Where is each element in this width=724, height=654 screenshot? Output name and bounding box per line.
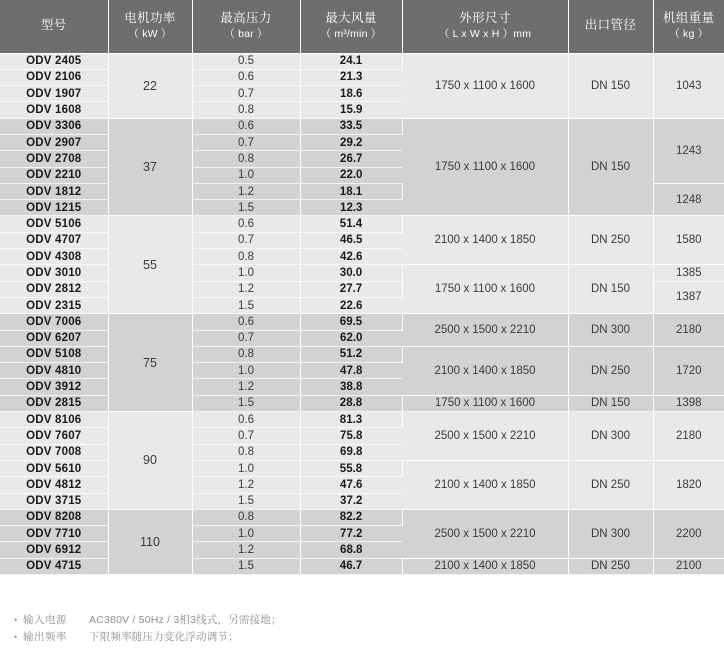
cell-outlet-pipe: DN 150 [568, 118, 653, 216]
cell-unit-weight: 2100 [653, 558, 724, 574]
cell-max-airflow: 47.8 [300, 363, 402, 379]
cell-outlet-pipe: DN 300 [568, 412, 653, 461]
cell-model: ODV 1215 [0, 200, 108, 216]
cell-max-airflow: 75.8 [300, 428, 402, 444]
cell-max-airflow: 38.8 [300, 379, 402, 395]
cell-max-pressure: 0.8 [192, 444, 300, 460]
cell-unit-weight: 2180 [653, 314, 724, 347]
note-value: AC380V / 50Hz / 3相3线式，另需接地； [89, 614, 282, 626]
column-header-title: 出口管径 [584, 18, 637, 33]
column-header-unit: （ kW ） [128, 28, 172, 40]
cell-dimensions: 2500 x 1500 x 2210 [402, 314, 568, 347]
cell-model: ODV 3010 [0, 265, 108, 281]
cell-outlet-pipe: DN 250 [568, 558, 653, 574]
cell-model: ODV 1812 [0, 183, 108, 199]
note-label: 输出频率 [23, 631, 67, 643]
cell-motor-power: 37 [108, 118, 192, 216]
cell-model: ODV 2315 [0, 297, 108, 313]
column-header-flow [300, 0, 402, 53]
cell-model: ODV 2812 [0, 281, 108, 297]
cell-max-airflow: 37.2 [300, 493, 402, 509]
cell-dimensions: 2500 x 1500 x 2210 [402, 509, 568, 558]
cell-unit-weight: 1720 [653, 346, 724, 395]
column-header-press [192, 0, 300, 53]
cell-max-pressure: 1.5 [192, 395, 300, 411]
cell-max-airflow: 29.2 [300, 134, 402, 150]
cell-unit-weight: 1248 [653, 183, 724, 216]
cell-max-airflow: 55.8 [300, 460, 402, 476]
cell-max-pressure: 0.7 [192, 232, 300, 248]
cell-motor-power: 22 [108, 53, 192, 118]
cell-model: ODV 3715 [0, 493, 108, 509]
table-row [0, 118, 724, 134]
cell-max-pressure: 0.7 [192, 330, 300, 346]
column-header-unit: （ bar ） [224, 28, 268, 40]
cell-model: ODV 8106 [0, 412, 108, 428]
cell-model: ODV 4812 [0, 477, 108, 493]
cell-model: ODV 7008 [0, 444, 108, 460]
cell-model: ODV 3912 [0, 379, 108, 395]
cell-max-airflow: 47.6 [300, 477, 402, 493]
cell-motor-power: 75 [108, 314, 192, 412]
cell-model: ODV 5106 [0, 216, 108, 232]
cell-max-airflow: 21.3 [300, 69, 402, 85]
cell-max-pressure: 0.6 [192, 314, 300, 330]
column-header-title: 机组重量 [662, 11, 715, 26]
header-row [0, 0, 724, 53]
column-header-weight [653, 0, 724, 53]
column-header-title: 型号 [40, 18, 67, 33]
cell-max-airflow: 69.5 [300, 314, 402, 330]
cell-dimensions: 2100 x 1400 x 1850 [402, 460, 568, 509]
cell-model: ODV 4707 [0, 232, 108, 248]
cell-max-airflow: 26.7 [300, 151, 402, 167]
cell-max-airflow: 69.8 [300, 444, 402, 460]
cell-max-pressure: 1.5 [192, 493, 300, 509]
cell-motor-power: 55 [108, 216, 192, 314]
cell-max-pressure: 1.0 [192, 526, 300, 542]
cell-outlet-pipe: DN 150 [568, 395, 653, 411]
table-header [0, 0, 724, 53]
cell-dimensions: 1750 x 1100 x 1600 [402, 265, 568, 314]
cell-max-pressure: 1.0 [192, 265, 300, 281]
cell-max-pressure: 1.2 [192, 477, 300, 493]
cell-max-pressure: 0.8 [192, 509, 300, 525]
cell-max-pressure: 1.5 [192, 558, 300, 574]
note-value: 下限频率随压力变化浮动调节； [89, 631, 239, 643]
cell-model: ODV 1907 [0, 86, 108, 102]
cell-max-pressure: 0.7 [192, 428, 300, 444]
column-header-title: 最高压力 [220, 11, 272, 26]
cell-outlet-pipe: DN 250 [568, 346, 653, 395]
column-header-model [0, 0, 108, 53]
cell-max-pressure: 0.8 [192, 151, 300, 167]
cell-unit-weight: 1398 [653, 395, 724, 411]
cell-max-pressure: 1.2 [192, 542, 300, 558]
cell-model: ODV 5108 [0, 346, 108, 362]
cell-model: ODV 4810 [0, 363, 108, 379]
cell-max-pressure: 0.5 [192, 53, 300, 69]
cell-model: ODV 2210 [0, 167, 108, 183]
bullet-icon: • [14, 632, 18, 642]
column-header-dim [402, 0, 568, 53]
cell-model: ODV 2708 [0, 151, 108, 167]
column-header-unit: （ m³/min ） [320, 28, 382, 40]
cell-model: ODV 6207 [0, 330, 108, 346]
note-item [14, 612, 282, 629]
cell-outlet-pipe: DN 250 [568, 460, 653, 509]
cell-model: ODV 8208 [0, 509, 108, 525]
cell-max-airflow: 30.0 [300, 265, 402, 281]
cell-max-pressure: 1.0 [192, 363, 300, 379]
cell-unit-weight: 1820 [653, 460, 724, 509]
table-row [0, 216, 724, 232]
footer-notes [14, 612, 282, 646]
cell-model: ODV 7710 [0, 526, 108, 542]
column-header-power [108, 0, 192, 53]
cell-max-airflow: 22.0 [300, 167, 402, 183]
cell-max-pressure: 1.2 [192, 379, 300, 395]
table-row [0, 314, 724, 330]
note-item [14, 629, 282, 646]
cell-max-pressure: 0.8 [192, 346, 300, 362]
cell-max-pressure: 0.8 [192, 102, 300, 118]
cell-unit-weight: 1043 [653, 53, 724, 118]
cell-unit-weight: 2180 [653, 412, 724, 461]
bullet-icon: • [14, 615, 18, 625]
cell-max-pressure: 1.2 [192, 281, 300, 297]
cell-max-airflow: 82.2 [300, 509, 402, 525]
table-row [0, 53, 724, 69]
cell-max-airflow: 27.7 [300, 281, 402, 297]
cell-unit-weight: 2200 [653, 509, 724, 558]
cell-unit-weight: 1580 [653, 216, 724, 265]
column-header-title: 外形尺寸 [459, 11, 511, 26]
cell-model: ODV 1608 [0, 102, 108, 118]
cell-model: ODV 2815 [0, 395, 108, 411]
cell-model: ODV 2907 [0, 134, 108, 150]
table-row [0, 412, 724, 428]
cell-max-airflow: 22.6 [300, 297, 402, 313]
cell-outlet-pipe: DN 300 [568, 509, 653, 558]
cell-dimensions: 2500 x 1500 x 2210 [402, 412, 568, 461]
cell-dimensions: 1750 x 1100 x 1600 [402, 53, 568, 118]
cell-max-pressure: 0.7 [192, 134, 300, 150]
cell-max-airflow: 18.1 [300, 183, 402, 199]
cell-outlet-pipe: DN 150 [568, 53, 653, 118]
cell-model: ODV 7607 [0, 428, 108, 444]
cell-outlet-pipe: DN 150 [568, 265, 653, 314]
cell-max-airflow: 81.3 [300, 412, 402, 428]
cell-max-airflow: 24.1 [300, 53, 402, 69]
cell-max-pressure: 1.5 [192, 200, 300, 216]
column-header-unit: （ L x W x H ）mm [438, 28, 532, 40]
note-label: 输入电源 [23, 614, 67, 626]
cell-max-airflow: 12.3 [300, 200, 402, 216]
cell-max-pressure: 1.0 [192, 460, 300, 476]
cell-unit-weight: 1243 [653, 118, 724, 183]
cell-max-airflow: 33.5 [300, 118, 402, 134]
cell-max-pressure: 0.6 [192, 118, 300, 134]
cell-dimensions: 2100 x 1400 x 1850 [402, 346, 568, 395]
cell-max-airflow: 42.6 [300, 249, 402, 265]
cell-dimensions: 2100 x 1400 x 1850 [402, 558, 568, 574]
column-header-pipe [568, 0, 653, 53]
cell-max-airflow: 46.7 [300, 558, 402, 574]
cell-outlet-pipe: DN 300 [568, 314, 653, 347]
column-header-unit: （ kg ） [669, 28, 709, 40]
cell-max-airflow: 46.5 [300, 232, 402, 248]
cell-model: ODV 7006 [0, 314, 108, 330]
column-header-title: 电机功率 [124, 11, 176, 26]
cell-dimensions: 1750 x 1100 x 1600 [402, 395, 568, 411]
cell-unit-weight: 1385 [653, 265, 724, 281]
cell-max-airflow: 51.2 [300, 346, 402, 362]
cell-model: ODV 2106 [0, 69, 108, 85]
cell-max-airflow: 51.4 [300, 216, 402, 232]
cell-max-pressure: 0.8 [192, 249, 300, 265]
cell-max-airflow: 77.2 [300, 526, 402, 542]
cell-unit-weight: 1387 [653, 281, 724, 314]
cell-dimensions: 2100 x 1400 x 1850 [402, 216, 568, 265]
cell-motor-power: 110 [108, 509, 192, 574]
cell-model: ODV 6912 [0, 542, 108, 558]
cell-max-pressure: 1.2 [192, 183, 300, 199]
cell-model: ODV 4308 [0, 249, 108, 265]
cell-model: ODV 2405 [0, 53, 108, 69]
cell-outlet-pipe: DN 250 [568, 216, 653, 265]
cell-max-airflow: 28.8 [300, 395, 402, 411]
cell-max-pressure: 1.0 [192, 167, 300, 183]
cell-max-pressure: 0.6 [192, 216, 300, 232]
cell-max-airflow: 18.6 [300, 86, 402, 102]
column-header-title: 最大风量 [325, 11, 377, 26]
cell-max-pressure: 0.7 [192, 86, 300, 102]
cell-model: ODV 4715 [0, 558, 108, 574]
table-row [0, 509, 724, 525]
table-body [0, 53, 724, 575]
cell-dimensions: 1750 x 1100 x 1600 [402, 118, 568, 216]
cell-max-pressure: 0.6 [192, 412, 300, 428]
cell-max-pressure: 0.6 [192, 69, 300, 85]
cell-model: ODV 3306 [0, 118, 108, 134]
cell-max-airflow: 62.0 [300, 330, 402, 346]
cell-max-airflow: 15.9 [300, 102, 402, 118]
cell-max-airflow: 68.8 [300, 542, 402, 558]
cell-model: ODV 5610 [0, 460, 108, 476]
cell-motor-power: 90 [108, 412, 192, 510]
cell-max-pressure: 1.5 [192, 297, 300, 313]
